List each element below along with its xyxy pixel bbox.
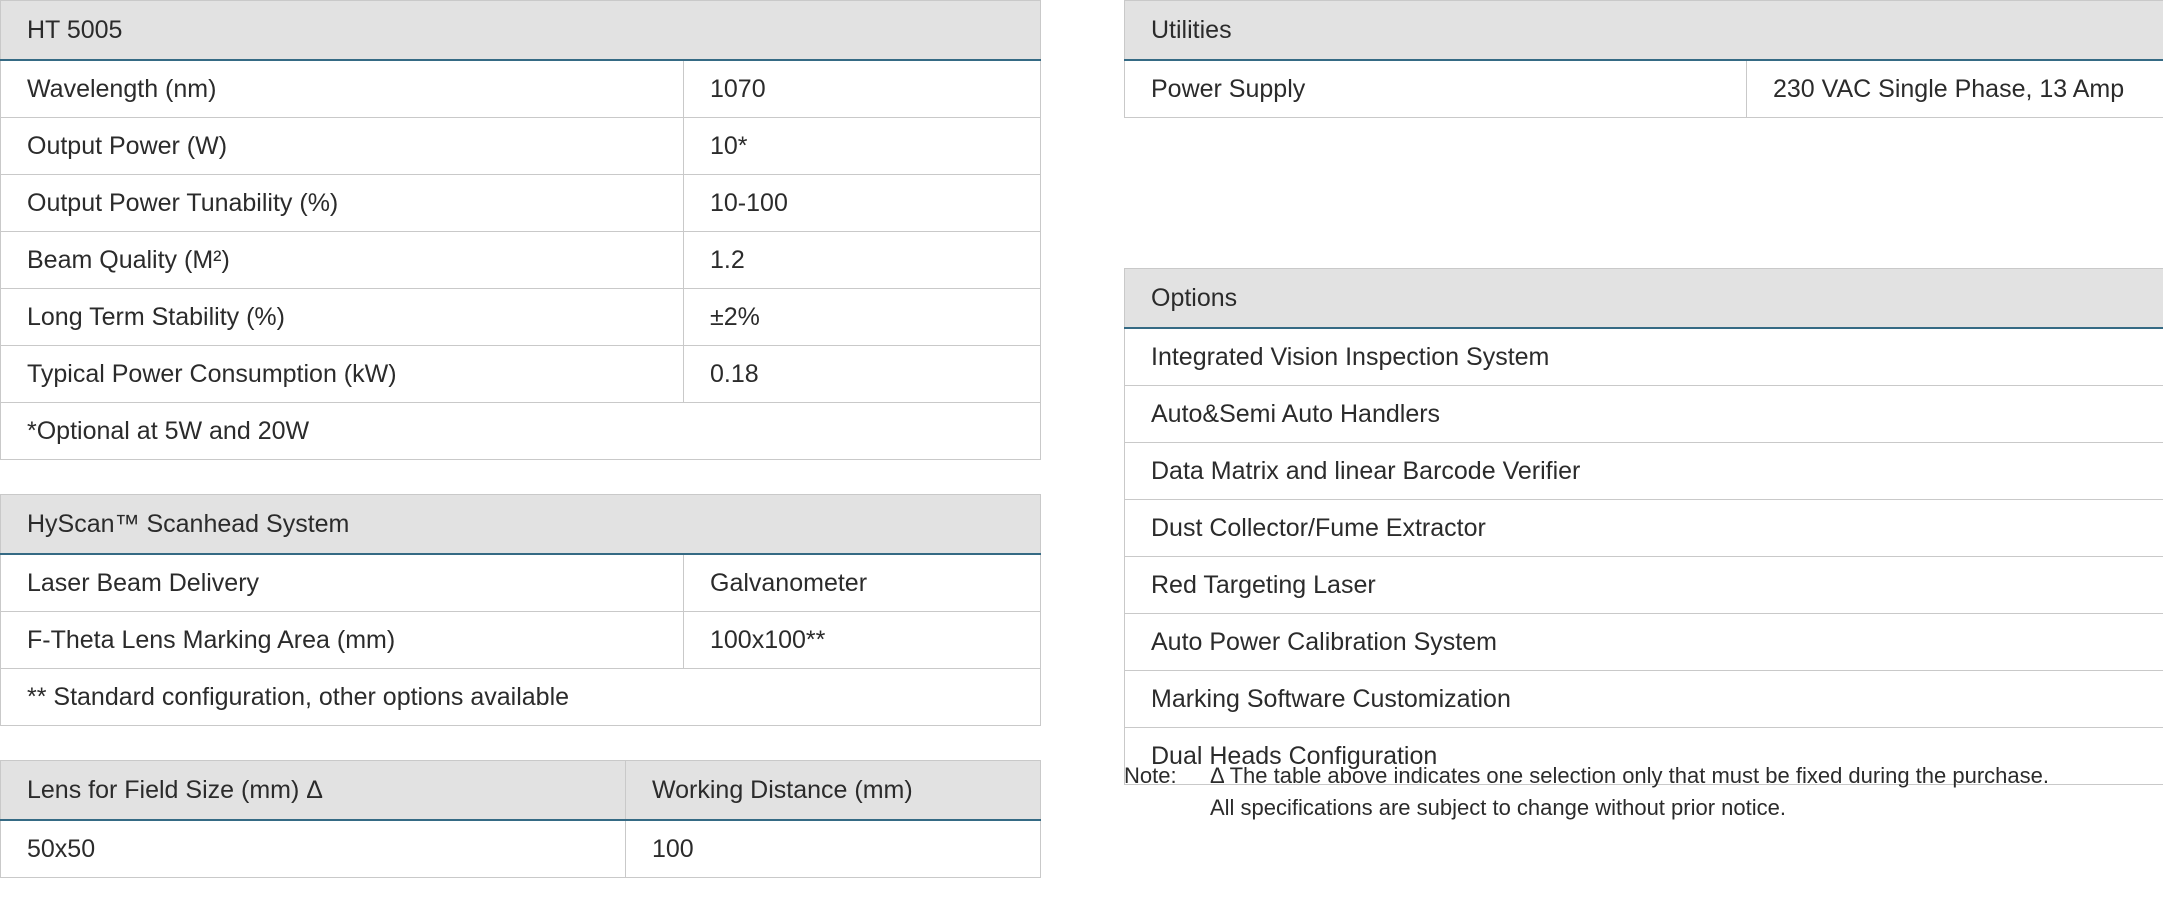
table-header-row — [1125, 269, 2163, 329]
column-spacer — [1124, 152, 2163, 268]
scanhead-footnote: ** Standard configuration, other options available — [1, 669, 1041, 726]
option-item: Auto&Semi Auto Handlers — [1125, 386, 2163, 443]
options-table — [1124, 268, 2163, 785]
row-value: ±2% — [684, 289, 1041, 346]
table-row — [1125, 60, 2163, 118]
option-item: Dual Heads Configuration — [1125, 728, 2163, 785]
row-value: 0.18 — [684, 346, 1041, 403]
table-row — [1, 612, 1041, 669]
table-row — [1, 175, 1041, 232]
row-value: 1.2 — [684, 232, 1041, 289]
right-column — [1124, 0, 2163, 819]
footnote-line-1: Δ The table above indicates one selection only that must be fixed during the purchase. — [1210, 760, 2163, 792]
table-header-row — [1, 495, 1041, 555]
lens-header-right: Working Distance (mm) — [626, 761, 1041, 821]
footnote-block — [1124, 760, 2163, 824]
option-item: Integrated Vision Inspection System — [1125, 328, 2163, 386]
table-row — [1125, 443, 2163, 500]
row-label: Laser Beam Delivery — [1, 554, 684, 612]
row-label: Output Power (W) — [1, 118, 684, 175]
table-row — [1125, 671, 2163, 728]
row-label: Output Power Tunability (%) — [1, 175, 684, 232]
laser-table-title: HT 5005 — [1, 1, 1041, 61]
table-header-row — [1, 761, 1041, 821]
table-row — [1, 118, 1041, 175]
row-label: 50x50 — [1, 820, 626, 878]
option-item: Data Matrix and linear Barcode Verifier — [1125, 443, 2163, 500]
row-value: 10* — [684, 118, 1041, 175]
table-footnote-row — [1, 403, 1041, 460]
table-row — [1, 820, 1041, 878]
row-value: 230 VAC Single Phase, 13 Amp — [1747, 60, 2163, 118]
laser-spec-table — [0, 0, 1041, 460]
lens-header-left: Lens for Field Size (mm) Δ — [1, 761, 626, 821]
table-header-row — [1, 1, 1041, 61]
table-footnote-row — [1, 669, 1041, 726]
row-label: Power Supply — [1125, 60, 1747, 118]
option-item: Marking Software Customization — [1125, 671, 2163, 728]
table-row — [1125, 500, 2163, 557]
footnote-label: Note: — [1124, 760, 1210, 824]
table-row — [1, 60, 1041, 118]
row-value: Galvanometer — [684, 554, 1041, 612]
row-label: Wavelength (nm) — [1, 60, 684, 118]
utilities-table-title: Utilities — [1125, 1, 2163, 61]
footnote-line-2: All specifications are subject to change without prior notice. — [1210, 792, 2163, 824]
option-item: Red Targeting Laser — [1125, 557, 2163, 614]
table-row — [1, 289, 1041, 346]
table-header-row — [1125, 1, 2163, 61]
left-column — [0, 0, 1040, 912]
row-label: Typical Power Consumption (kW) — [1, 346, 684, 403]
option-item: Auto Power Calibration System — [1125, 614, 2163, 671]
table-row — [1, 232, 1041, 289]
table-row — [1125, 386, 2163, 443]
utilities-table — [1124, 0, 2163, 118]
lens-field-size-table — [0, 760, 1041, 878]
row-value: 100 — [626, 820, 1041, 878]
row-label: F-Theta Lens Marking Area (mm) — [1, 612, 684, 669]
scanhead-table-title: HyScan™ Scanhead System — [1, 495, 1041, 555]
row-value: 100x100** — [684, 612, 1041, 669]
table-row — [1125, 557, 2163, 614]
row-label: Beam Quality (M²) — [1, 232, 684, 289]
footnote-text — [1210, 760, 2163, 824]
row-value: 10-100 — [684, 175, 1041, 232]
table-row — [1125, 614, 2163, 671]
table-row — [1125, 328, 2163, 386]
table-row — [1, 346, 1041, 403]
laser-footnote: *Optional at 5W and 20W — [1, 403, 1041, 460]
row-label: Long Term Stability (%) — [1, 289, 684, 346]
options-table-title: Options — [1125, 269, 2163, 329]
option-item: Dust Collector/Fume Extractor — [1125, 500, 2163, 557]
scanhead-spec-table — [0, 494, 1041, 726]
table-row — [1, 554, 1041, 612]
row-value: 1070 — [684, 60, 1041, 118]
